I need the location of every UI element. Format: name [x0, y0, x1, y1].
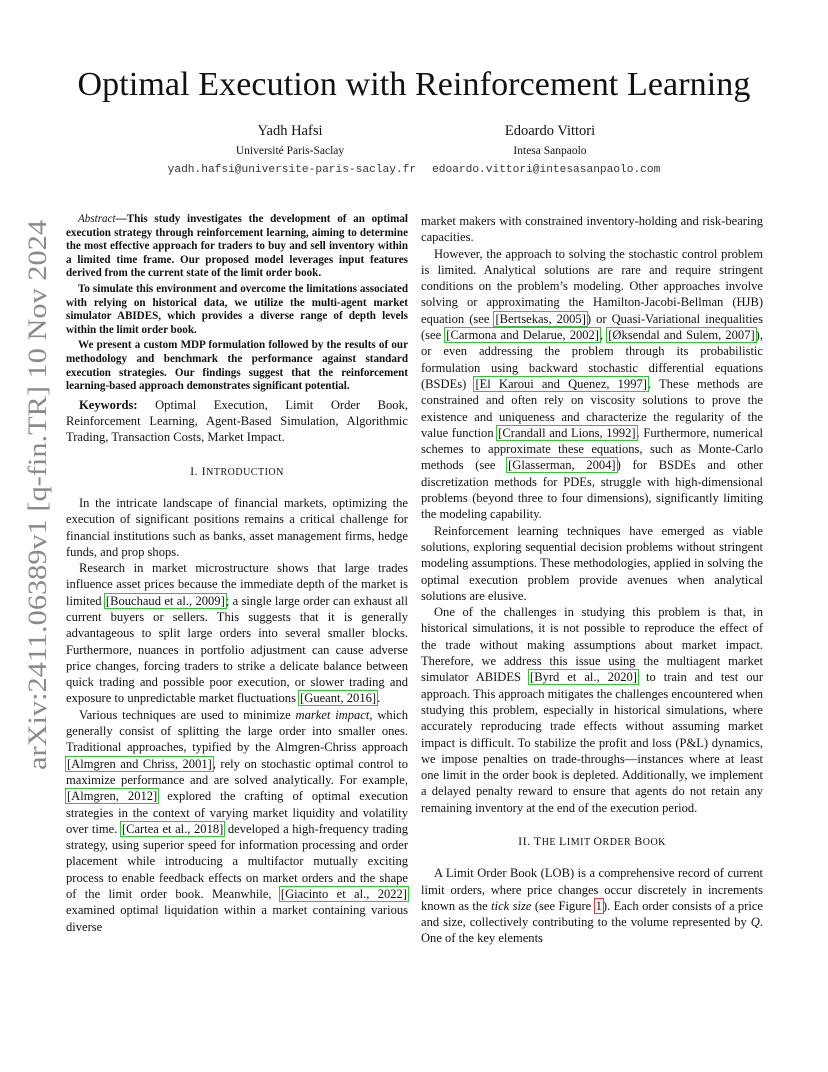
author-affiliation: Université Paris-Saclay — [235, 145, 345, 157]
citation-link[interactable]: [Bertsekas, 2005] — [495, 311, 586, 326]
author-name: Edoardo Vittori — [504, 123, 596, 139]
body-paragraph: Reinforcement learning techniques have emerged as viable solutions, exploring sequential decision problems without stringent modeling assumptions. These methodologies, applied in solving the optimal execution problem provide avenues when analytical solutions are elusive. — [421, 523, 763, 603]
citation-link[interactable]: [Giacinto et al., 2022] — [280, 887, 407, 902]
citation-link[interactable]: [Bouchaud et al., 2009] — [105, 593, 225, 608]
left-column — [66, 213, 408, 935]
keywords — [66, 397, 408, 446]
citation-link[interactable]: [Carmona and Delarue, 2002] — [446, 328, 599, 343]
paper-title: Optimal Execution with Reinforcement Learning — [77, 66, 751, 103]
citation-link[interactable]: [Glasserman, 2004] — [508, 458, 616, 473]
author-block-2 — [400, 123, 700, 157]
body-paragraph: A Limit Order Book (LOB) is a comprehensive record of current limit orders, where price changes occur discretely in increments known as the tick size (see Figure 1). Each order consists of a price and size, collectively contributing to the volume represented by Q. One of the key elements — [421, 866, 763, 946]
citation-link[interactable]: [Øksendal and Sulem, 2007] — [608, 328, 755, 343]
citation-link[interactable]: [Byrd et al., 2020] — [530, 670, 637, 685]
author-email-1[interactable]: yadh.hafsi@universite-paris-saclay.fr — [167, 164, 417, 176]
abstract-label: Abstract — [78, 213, 116, 225]
author-name: Yadh Hafsi — [257, 123, 323, 139]
body-paragraph: market makers with constrained inventory-holding and risk-bearing capacities. — [421, 214, 763, 245]
abstract-paragraph: To simulate this environment and overcome the limitations associated with relying on historical data, we utilize the multi-agent market simulator ABIDES, which provides a diverse range of depth levels within the limit order book. — [66, 282, 408, 336]
body-paragraph: However, the approach to solving the stochastic control problem is limited. Analytical solutions are rare and require stringent conditions on the problem’s modeling. Other approaches involve solving or approximating the Hamilton-Jacobi-Bellman (HJB) equation (see [Bertsekas, 2005]) or Quasi-Variational inequalities (see [Carmona and Delarue, 2002], [Øksendal and Sulem, 2007]), or even addressing the problem through its probabilistic formulation using backward stochastic differential equations (BSDEs) [El Karoui and Quenez, 1997]. These methods are constrained and often rely on viscosity solutions to prove the existence and uniqueness and characterize the regularity of the value function [Crandall and Lions, 1992]. Furthermore, numerical schemes to approximate these equations, such as Monte-Carlo methods (see [Glasserman, 2004]) for BSDEs and other discretization methods for PDEs, struggle with high-dimensional problems (beyond three to four dimensions), significantly limiting the modeling capability. — [421, 246, 763, 522]
author-affiliation: Intesa Sanpaolo — [513, 145, 587, 157]
figure-link[interactable]: 1 — [595, 898, 602, 913]
citation-link[interactable]: [Almgren and Chriss, 2001] — [67, 756, 212, 771]
abstract-paragraph — [66, 213, 408, 281]
body-paragraph: Various techniques are used to minimize market impact, which generally consist of splitting the large order into smaller ones. Traditional approaches, typified by the Almgren-Chriss approach [Almgren and Chriss, 2001], rely on stochastic optimal control to maximize performance and are solved analytically. For example, [Almgren, 2012] explored the crafting of optimal execution strategies in the context of varying market liquidity and volatility over time. [Cartea et al., 2018] developed a high-frequency trading strategy, using superior speed for information processing and order placement while introducing a multifactor mutually exciting process to enable feedback effects on market orders and the shape of the limit order book. Meanwhile, [Giacinto et al., 2022] examined optimal liquidation within a market containing various diverse — [66, 707, 409, 934]
section-heading-introduction: I. INTRODUCTION — [190, 463, 284, 478]
body-paragraph: Research in market microstructure shows that large trades influence asset prices because the immediate depth of the market is limited [Bouchaud et al., 2009]; a single large order can exhaust all current buyers or sellers. This suggests that it is generally advantageous to split large orders into several smaller blocks. Furthermore, nuances in portfolio adjustment can cause adverse price changes, forcing traders to strike a delicate balance between quick trading and possible poor execution, or slower trading and exposure to unpredictable market fluctuations [Gueant, 2016]. — [66, 561, 408, 706]
author-email-2[interactable]: edoardo.vittori@intesasanpaolo.com — [432, 164, 661, 176]
citation-link[interactable]: [Gueant, 2016] — [300, 691, 377, 706]
citation-link[interactable]: [Crandall and Lions, 1992] — [498, 425, 636, 440]
abstract-paragraph: We present a custom MDP formulation followed by the results of our methodology and benchmark the performance against standard execution strategies. Our findings suggest that the reinforcement learning-based approach demonstrates significant potential. — [66, 339, 408, 393]
citation-link[interactable]: [Almgren, 2012] — [67, 789, 158, 804]
abstract-text: —This study investigates the development of an optimal execution strategy through reinforcement learning, aiming to determine the most effective approach for traders to buy and sell inventory within a limited time frame. Our proposed model leverages input features derived from the current state of the limit order book. — [66, 213, 408, 280]
body-paragraph: In the intricate landscape of financial markets, optimizing the execution of significant positions remains a critical challenge for financial institutions such as banks, asset management firms, hedge funds, and prop shops. — [66, 495, 408, 559]
keywords-label: Keywords: — [79, 397, 138, 412]
citation-link[interactable]: [Cartea et al., 2018] — [121, 821, 224, 836]
author-emails — [0, 164, 828, 176]
arxiv-id-text: arXiv:2411.06389v1 [q-fin.TR] 10 Nov 2024 — [23, 298, 52, 770]
arxiv-watermark — [6, 215, 62, 775]
section-heading-limit-order-book: II. THE LIMIT ORDER BOOK — [518, 833, 666, 848]
keywords-text: Optimal Execution, Limit Order Book, Reinforcement Learning, Agent-Based Simulation, Algorithmic Trading, Transaction Costs, Market Impact. — [66, 397, 408, 445]
author-block-1 — [140, 123, 440, 157]
citation-link[interactable]: [El Karoui and Quenez, 1997] — [475, 376, 647, 391]
body-paragraph: One of the challenges in studying this problem is that, in historical simulations, it is not possible to reproduce the effect of the trade without making assumptions about market impact. Therefore, we address this issue using the multiagent market simulator ABIDES [Byrd et al., 2020] to train and test our approach. This approach mitigates the challenges encountered when studying this problem, especially in historical simulations, where accurately reproducing trade effects without assuming market impact is difficult. To stabilize the profit and loss (P&L) dynamics, we impose penalties on trade-throughs—instances where at least one limit in the order book is depleted. Additionally, we implement a delayed penalty reward to ensure that agents do not retain any remaining inventory at the end of the execution period. — [421, 605, 763, 815]
right-column — [421, 213, 763, 947]
